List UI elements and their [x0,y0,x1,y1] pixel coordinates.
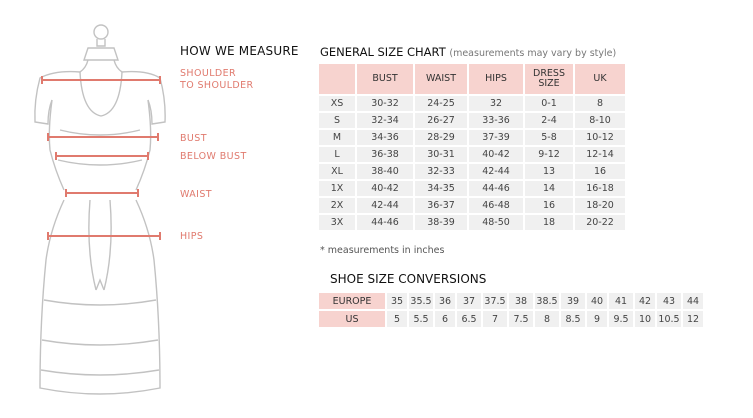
below-bust-label: BELOW BUST [180,151,247,162]
size-value-cell: 5-8 [525,130,573,145]
europe-size-cell: 41 [609,293,633,309]
size-value-cell: 34-36 [357,130,413,145]
size-value-cell: 14 [525,181,573,196]
size-value-cell: 2-4 [525,113,573,128]
europe-size-cell: 37 [457,293,481,309]
size-label-cell: L [319,147,355,162]
size-value-cell: 38-40 [357,164,413,179]
size-row [319,198,625,213]
us-size-cell: 8 [535,311,559,327]
us-size-cell: 12 [683,311,703,327]
size-value-cell: 36-37 [415,198,467,213]
size-value-cell: 8 [575,96,625,111]
us-size-cell: 9 [587,311,607,327]
size-value-cell: 33-36 [469,113,523,128]
size-value-cell: 20-22 [575,215,625,230]
europe-label: EUROPE [319,293,385,309]
size-value-cell: 16-18 [575,181,625,196]
size-value-cell: 28-29 [415,130,467,145]
size-chart-subtitle: (measurements may vary by style) [449,48,617,59]
size-row [319,113,625,128]
size-value-cell: 37-39 [469,130,523,145]
size-label-cell: 3X [319,215,355,230]
size-value-cell: 36-38 [357,147,413,162]
europe-size-cell: 42 [635,293,655,309]
size-value-cell: 12-14 [575,147,625,162]
size-value-cell: 16 [525,198,573,213]
size-label-cell: M [319,130,355,145]
us-size-cell: 10 [635,311,655,327]
europe-size-cell: 38.5 [535,293,559,309]
europe-size-cell: 35.5 [409,293,433,309]
europe-size-cell: 39 [561,293,585,309]
size-value-cell: 32-33 [415,164,467,179]
europe-size-cell: 44 [683,293,703,309]
us-size-cell: 5.5 [409,311,433,327]
size-value-cell: 26-27 [415,113,467,128]
size-value-cell: 46-48 [469,198,523,213]
europe-size-cell: 37.5 [483,293,507,309]
size-row [319,215,625,230]
size-header-bust: BUST [357,64,413,94]
size-value-cell: 30-32 [357,96,413,111]
europe-size-cell: 35 [387,293,407,309]
size-value-cell: 10-12 [575,130,625,145]
size-value-cell: 44-46 [469,181,523,196]
size-value-cell: 18-20 [575,198,625,213]
shoulder-label [180,68,254,92]
size-row [319,96,625,111]
shoulder-label-line2: TO SHOULDER [180,80,254,91]
size-chart-header-row [319,64,625,94]
size-label-cell: 2X [319,198,355,213]
size-value-cell: 9-12 [525,147,573,162]
size-header-hips: HIPS [469,64,523,94]
size-value-cell: 40-42 [469,147,523,162]
us-size-cell: 8.5 [561,311,585,327]
how-we-measure-title: HOW WE MEASURE [180,44,299,58]
size-value-cell: 32-34 [357,113,413,128]
size-label-cell: S [319,113,355,128]
size-value-cell: 44-46 [357,215,413,230]
hips-label: HIPS [180,231,204,242]
shoe-conversion-table [317,291,705,329]
size-value-cell: 13 [525,164,573,179]
us-size-cell: 7 [483,311,507,327]
us-size-cell: 9.5 [609,311,633,327]
size-label-cell: 1X [319,181,355,196]
europe-size-cell: 38 [509,293,533,309]
size-value-cell: 30-31 [415,147,467,162]
us-size-cell: 7.5 [509,311,533,327]
size-header-blank [319,64,355,94]
size-value-cell: 40-42 [357,181,413,196]
size-row [319,147,625,162]
us-label: US [319,311,385,327]
size-value-cell: 18 [525,215,573,230]
europe-size-cell: 40 [587,293,607,309]
shoulder-label-line1: SHOULDER [180,68,237,79]
us-row [319,311,703,327]
size-row [319,181,625,196]
size-chart-heading [320,45,616,59]
us-size-cell: 5 [387,311,407,327]
shoe-conversions-title: SHOE SIZE CONVERSIONS [330,272,487,286]
size-row [319,164,625,179]
measurements-footnote: * measurements in inches [320,245,445,256]
us-size-cell: 10.5 [657,311,681,327]
size-chart-table [317,62,627,232]
size-chart-body [319,96,625,230]
size-chart-title: GENERAL SIZE CHART [320,45,446,59]
size-value-cell: 34-35 [415,181,467,196]
us-size-cell: 6 [435,311,455,327]
size-value-cell: 38-39 [415,215,467,230]
us-size-cell: 6.5 [457,311,481,327]
size-header-waist: WAIST [415,64,467,94]
size-header-uk: UK [575,64,625,94]
bust-label: BUST [180,133,207,144]
size-label-cell: XL [319,164,355,179]
size-value-cell: 48-50 [469,215,523,230]
dress-form-illustration [0,0,175,418]
size-value-cell: 42-44 [469,164,523,179]
size-value-cell: 32 [469,96,523,111]
europe-size-cell: 36 [435,293,455,309]
size-value-cell: 24-25 [415,96,467,111]
europe-row [319,293,703,309]
size-value-cell: 42-44 [357,198,413,213]
size-row [319,130,625,145]
size-header-dress-size: DRESS SIZE [525,64,573,94]
europe-size-cell: 43 [657,293,681,309]
size-value-cell: 8-10 [575,113,625,128]
size-label-cell: XS [319,96,355,111]
size-value-cell: 0-1 [525,96,573,111]
size-value-cell: 16 [575,164,625,179]
waist-label: WAIST [180,189,213,200]
